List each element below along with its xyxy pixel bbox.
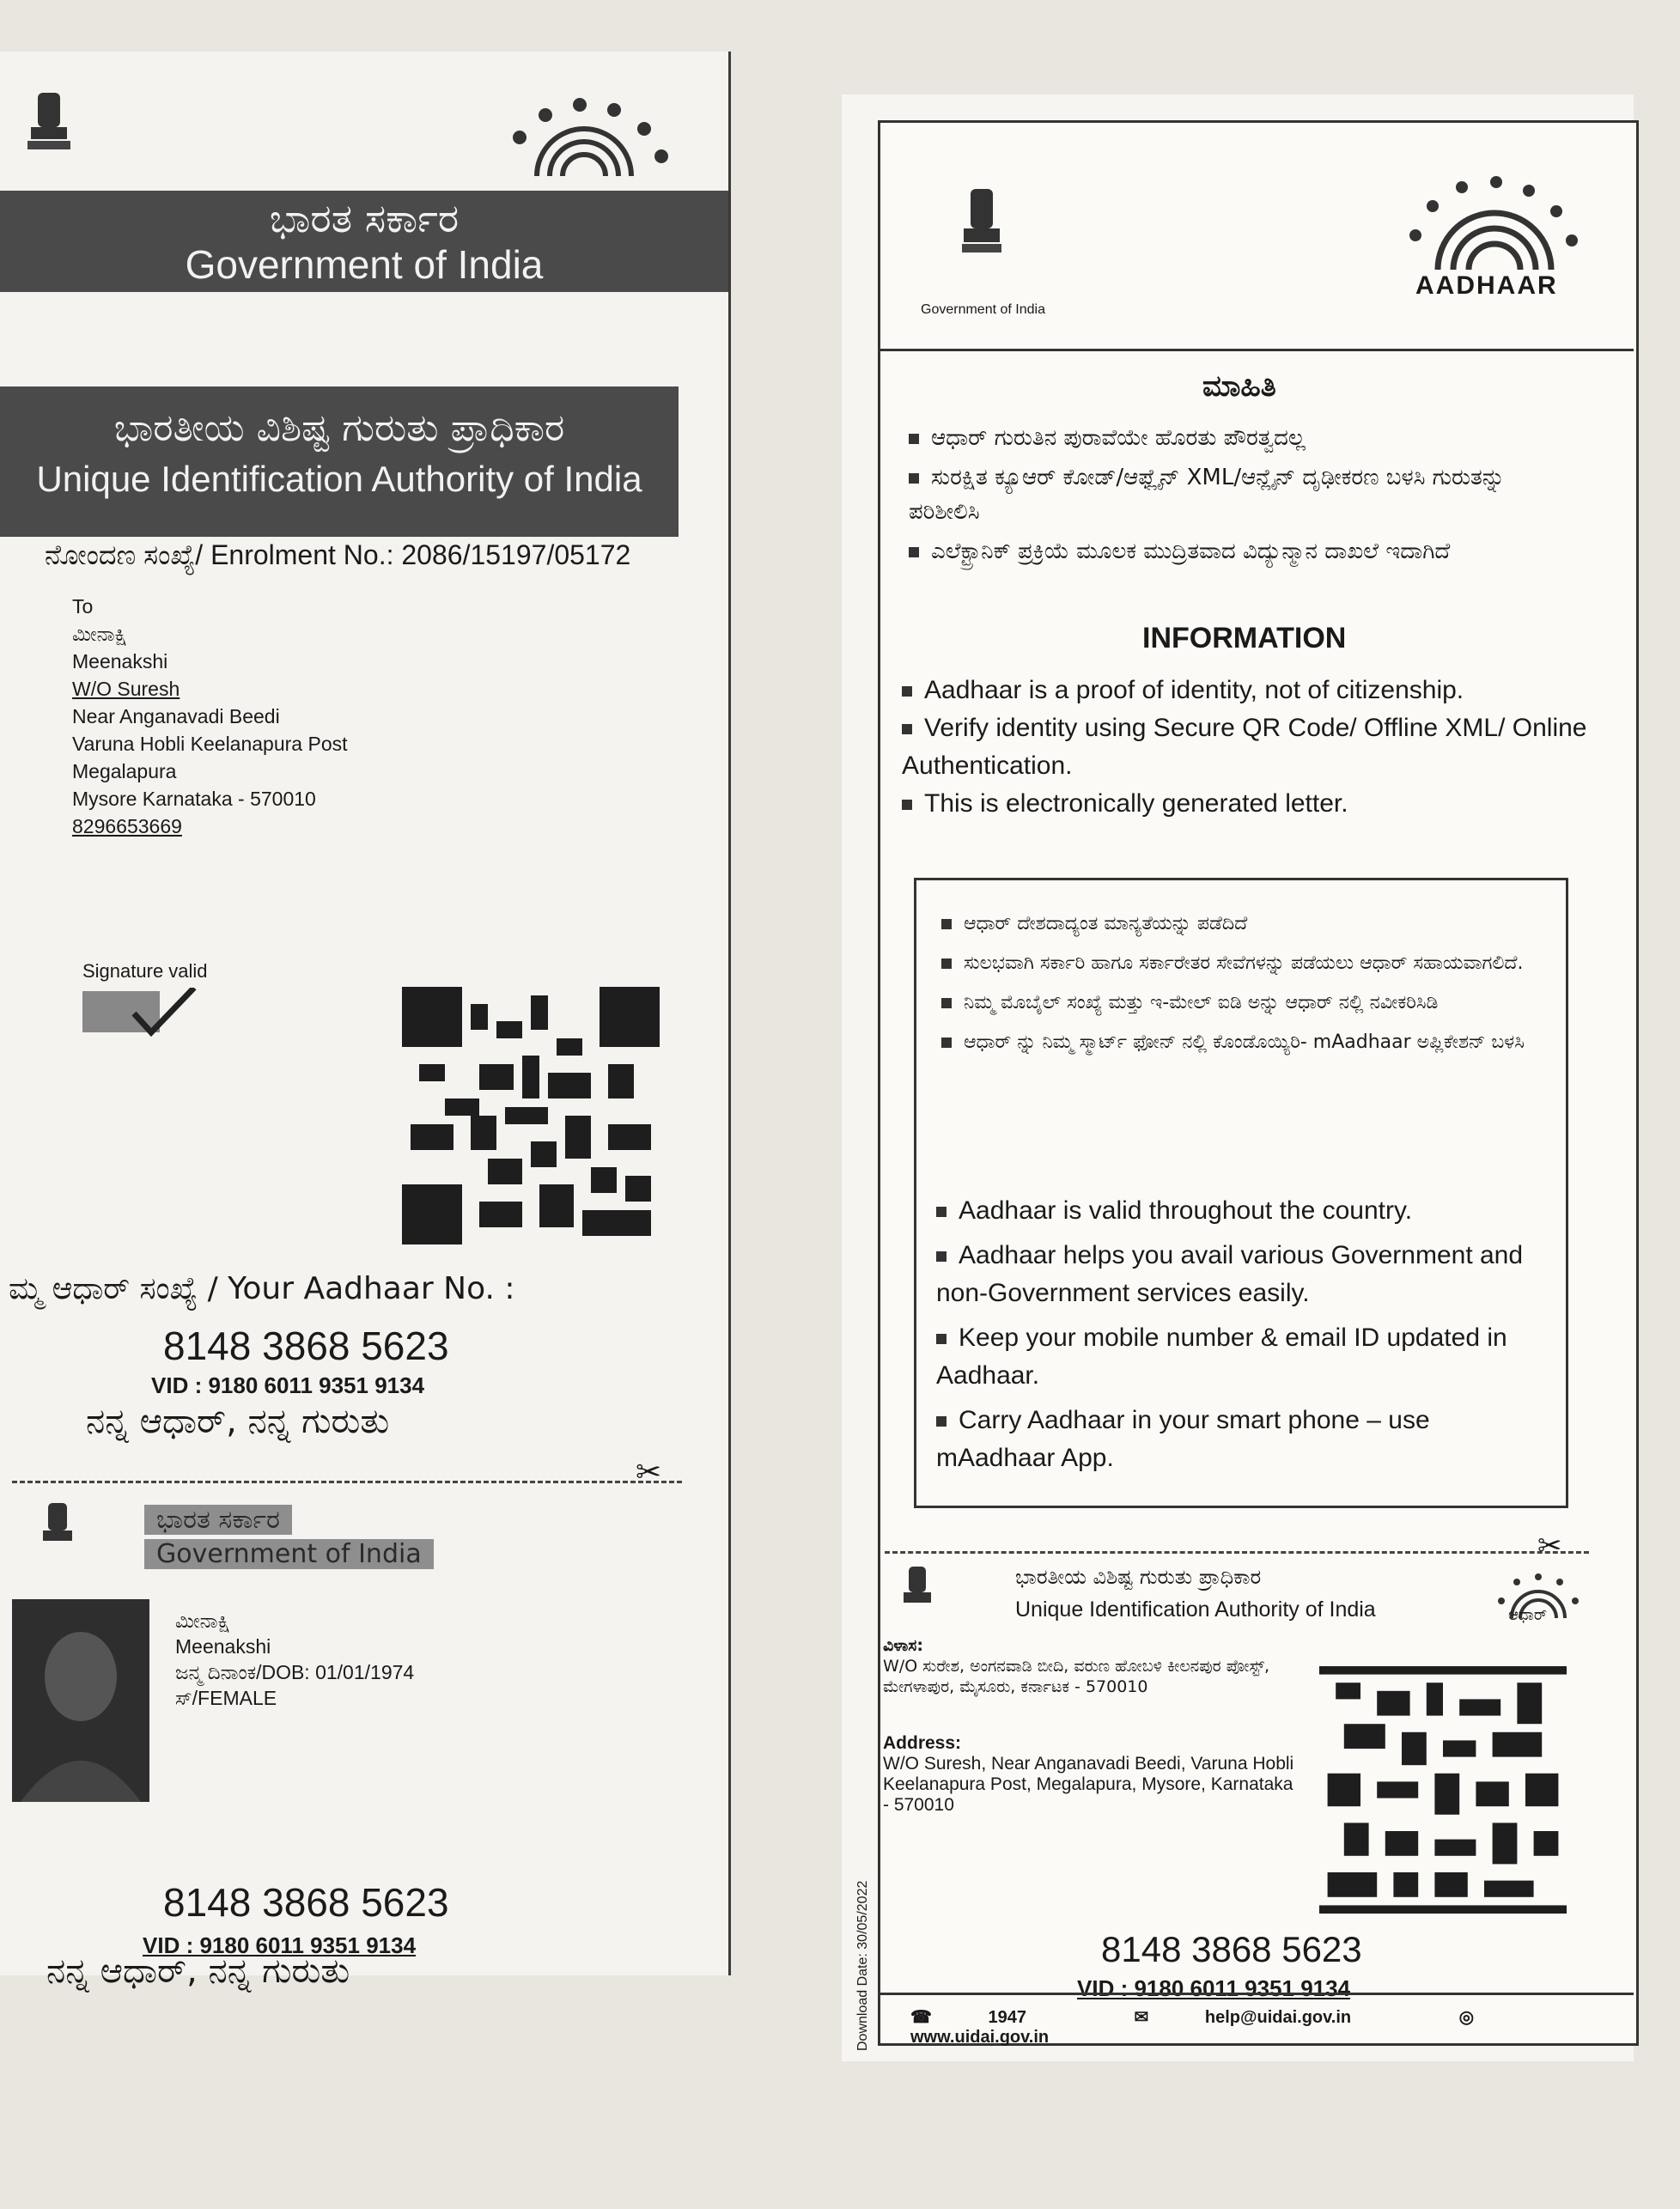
- box-kn-item: ಆಧಾರ್ ನ್ನು ನಿಮ್ಮ ಸ್ಮಾರ್ಟ್ ಫೋನ್ ನಲ್ಲಿ ಕೊಂಡೊಯ್ಯಿರಿ- mAadhaar ಅಪ್ಲಿಕೇಶನ್ ಬಳಸಿ: [941, 1029, 1543, 1056]
- aadhaar-word: AADHAAR: [1415, 271, 1558, 300]
- kn-info-item: ಸುರಕ್ಷಿತ ಕ್ಯೂಆರ್ ಕೋಡ್/ಆಫ್ಲೈನ್ XML/ಆನ್ಲೈನ್ ದೃಢೀಕರಣ ಬಳಸಿ ಗುರುತನ್ನು ಪರಿಶೀಲಿಸಿ: [909, 465, 1506, 525]
- mail-icon: ✉: [1134, 2008, 1153, 2027]
- uidai-english: Unique Identification Authority of India: [36, 459, 642, 499]
- card-aadhaar-number: 8148 3868 5623: [163, 1880, 449, 1925]
- signature-label: Signature valid: [82, 960, 208, 982]
- government-band: [0, 191, 728, 292]
- kn-info-list: [909, 421, 1510, 569]
- kn-info-item: ಎಲೆಕ್ಟ್ರಾನಿಕ್ ಪ್ರಕ್ರಿಯೆ ಮೂಲಕ ಮುದ್ರಿತವಾದ ವಿದ್ಯುನ್ಮಾನ ದಾಖಲೆ ಇದಾಗಿದೆ: [909, 534, 1510, 569]
- gov-kannada: ಭಾರತ ಸರ್ಕಾರ: [269, 195, 460, 241]
- card-vid: VID : 9180 6011 9351 9134: [143, 1932, 417, 1958]
- address-kn: W/O ಸುರೇಶ, ಅಂಗನವಾಡಿ ಬೀದಿ, ವರುಣ ಹೋಬಳಿ ಕೀಲನಪುರ ಪೋಸ್ಟ್, ಮೇಗಳಾಪುರ, ಮೈಸೂರು, ಕರ್ನಾಟಕ - 570010: [883, 1657, 1270, 1696]
- address-en: W/O Suresh, Near Anganavadi Beedi, Varuna Hobli Keelanapura Post, Megalapura, Mysore, Karnataka - 570010: [883, 1754, 1294, 1815]
- gov-english: Government of India: [185, 242, 544, 287]
- card-gender: ಸ್/FEMALE: [175, 1687, 277, 1709]
- address-line: W/O Suresh: [72, 678, 180, 700]
- box-en-item: Aadhaar helps you avail various Government and non-Government services easily.: [936, 1241, 1524, 1307]
- card-name: Meenakshi: [175, 1635, 271, 1658]
- scissors-icon-right: ✂: [1537, 1529, 1562, 1563]
- box-en-item: Aadhaar is valid throughout the country.: [936, 1192, 1537, 1230]
- box-en-list: [936, 1192, 1537, 1477]
- phone-contact: ☎ 1947: [910, 2008, 1026, 2027]
- card-gov-kannada: ಭಾರತ ಸರ್ಕಾರ: [144, 1505, 292, 1535]
- header-rule: [878, 349, 1634, 351]
- card-gov-english: Government of India: [144, 1539, 434, 1569]
- cut-line: [12, 1481, 682, 1483]
- card-vid-right: VID : 9180 6011 9351 9134: [1077, 1975, 1351, 2001]
- holder-photo: [12, 1599, 149, 1802]
- box-en-item: Keep your mobile number & email ID updated in Aadhaar.: [936, 1324, 1507, 1390]
- address-line: Meenakshi: [72, 650, 168, 672]
- national-emblem-card-icon: [898, 1561, 936, 1623]
- web-contact: ◎ www.uidai.gov.in: [910, 2008, 1475, 2047]
- card-address-kannada: [883, 1635, 1295, 1697]
- en-info-item: Verify identity using Secure QR Code/ Offline XML/ Online Authentication.: [902, 714, 1587, 780]
- aadhaar-number: 8148 3868 5623: [163, 1324, 449, 1368]
- national-emblem-icon: [19, 84, 79, 179]
- box-kn-item: ಸುಲಭವಾಗಿ ಸರ್ಕಾರಿ ಹಾಗೂ ಸರ್ಕಾರೇತರ ಸೇವೆಗಳನ್ನು ಪಡೆಯಲು ಆಧಾರ್ ಸಹಾಯವಾಗಲಿದೆ.: [941, 950, 1543, 977]
- enrolment-number: ನೋಂದಣ ಸಂಖ್ಯೆ/ Enrolment No.: 2086/15197/05172: [45, 539, 631, 570]
- phone-icon: ☎: [910, 2008, 937, 2027]
- card-logo-text: ಆಧಾರ್: [1508, 1606, 1548, 1624]
- card-dob: ಜನ್ಮ ದಿನಾಂಕ/DOB: 01/01/1974: [175, 1661, 415, 1683]
- your-aadhaar-label: ಮ್ಮ ಆಧಾರ್ ಸಂಖ್ಯೆ / Your Aadhaar No. :: [9, 1271, 515, 1306]
- footer-contacts: [910, 2006, 1580, 2048]
- card-address-english: [883, 1733, 1295, 1816]
- scissors-icon: ✂: [636, 1455, 662, 1490]
- right-emblem-caption: Government of India: [921, 302, 1045, 317]
- vid-number: VID : 9180 6011 9351 9134: [151, 1372, 425, 1398]
- card-uidai-kannada: ಭಾರತೀಯ ವಿಶಿಷ್ಟ ಗುರುತು ಪ್ರಾಧಿಕಾರ: [1015, 1565, 1262, 1589]
- info-title: INFORMATION: [1142, 622, 1347, 654]
- national-emblem-small-icon: [34, 1498, 81, 1567]
- card-name-kannada: ಮೀನಾಕ್ಷಿ: [175, 1610, 230, 1632]
- globe-icon: ◎: [1458, 2008, 1475, 2027]
- download-date-text: Download Date: 30/05/2022: [855, 1880, 870, 2051]
- address-line: Megalapura: [72, 760, 177, 782]
- uidai-band: [0, 386, 679, 537]
- recipient-address: [72, 593, 348, 840]
- box-en-item: Carry Aadhaar in your smart phone – use mAadhaar App.: [936, 1406, 1430, 1472]
- email-contact: ✉ help@uidai.gov.in: [1134, 2008, 1352, 2027]
- address-en-label: Address:: [883, 1733, 962, 1753]
- tagline: ನನ್ನ ಆಧಾರ್, ನನ್ನ ಗುರುತು: [86, 1402, 390, 1441]
- card-qr-code-icon: [1319, 1663, 1567, 1917]
- signature-check-icon: [82, 988, 199, 1039]
- cut-line-right: [885, 1551, 1589, 1554]
- address-line: 8296653669: [72, 815, 182, 837]
- address-line: Mysore Karnataka - 570010: [72, 788, 316, 810]
- address-line: To: [72, 595, 94, 618]
- aadhaar-logo-icon-right: [1398, 175, 1587, 278]
- national-emblem-icon-right: [955, 182, 1008, 285]
- box-kn-item: ನಿಮ್ಮ ಮೊಬೈಲ್ ಸಂಖ್ಯೆ ಮತ್ತು ಇ-ಮೇಲ್ ಐಡಿ ಅನ್ನು ಆಧಾರ್ ನಲ್ಲಿ ನವೀಕರಿಸಿಡಿ: [941, 989, 1543, 1017]
- uidai-kannada: ಭಾರತೀಯ ವಿಶಿಷ್ಟ ಗುರುತು ಪ್ರಾಧಿಕಾರ: [113, 406, 565, 450]
- kn-info-item: ಆಧಾರ್ ಗುರುತಿನ ಪುರಾವೆಯೇ ಹೊರತು ಪೌರತ್ವದಲ್ಲ: [909, 421, 1510, 455]
- card-uidai-english: Unique Identification Authority of India: [1015, 1597, 1376, 1622]
- kn-info-title: ಮಾಹಿತಿ: [1202, 369, 1276, 404]
- address-kn-label: ವಿಳಾಸ:: [883, 1636, 923, 1655]
- en-info-item: This is electronically generated letter.: [902, 785, 1615, 823]
- en-info-item: Aadhaar is a proof of identity, not of citizenship.: [902, 672, 1615, 709]
- card-aadhaar-number-right: 8148 3868 5623: [1101, 1929, 1362, 1969]
- footer-rule: [878, 1993, 1634, 1995]
- address-line: Near Anganavadi Beedi: [72, 705, 280, 727]
- download-date: [855, 1879, 878, 2051]
- address-line: ಮೀನಾಕ್ಷಿ: [72, 623, 127, 645]
- card-tagline: ನನ್ನ ಆಧಾರ್, ನನ್ನ ಗುರುತು: [46, 1951, 350, 1991]
- address-line: Varuna Hobli Keelanapura Post: [72, 733, 348, 755]
- en-info-list: [902, 672, 1615, 823]
- box-kn-list: [941, 910, 1543, 1056]
- box-kn-item: ಆಧಾರ್ ದೇಶದಾದ್ಯಂತ ಮಾನ್ಯತೆಯನ್ನು ಪಡೆದಿದೆ: [941, 910, 1543, 938]
- qr-code-icon: [402, 986, 660, 1245]
